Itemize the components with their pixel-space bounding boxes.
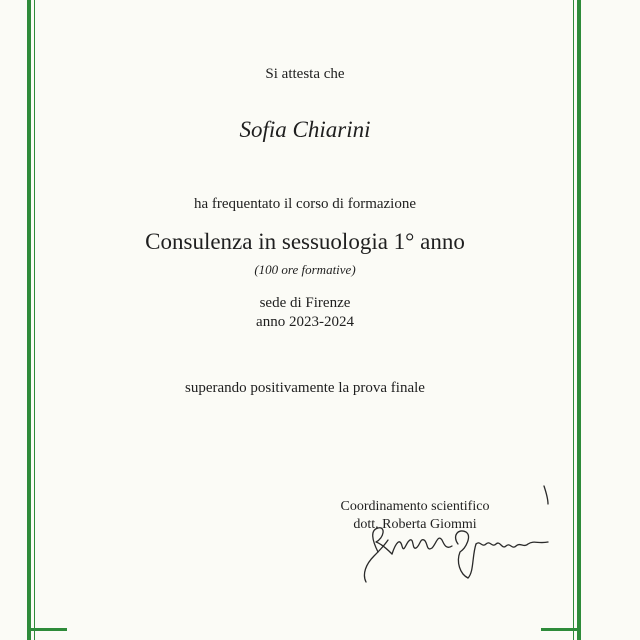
attestation-intro: Si attesta che bbox=[265, 66, 345, 82]
recipient-name: Sofia Chiarini bbox=[239, 117, 371, 142]
exam-outcome: superando positivamente la prova finale bbox=[185, 380, 425, 396]
course-year: anno 2023-2024 bbox=[256, 314, 354, 330]
signatory-name: dott. Roberta Giommi bbox=[353, 517, 477, 532]
signatory-title: Coordinamento scientifico bbox=[340, 499, 490, 514]
course-hours: (100 ore formative) bbox=[254, 262, 356, 277]
course-title: Consulenza in sessuologia 1° anno bbox=[145, 229, 465, 254]
attendance-statement: ha frequentato il corso di formazione bbox=[194, 196, 416, 212]
green-border-corner-right bbox=[541, 628, 581, 640]
course-venue: sede di Firenze bbox=[259, 295, 351, 311]
green-border-corner-left bbox=[27, 628, 67, 640]
handwritten-signature bbox=[348, 482, 563, 592]
